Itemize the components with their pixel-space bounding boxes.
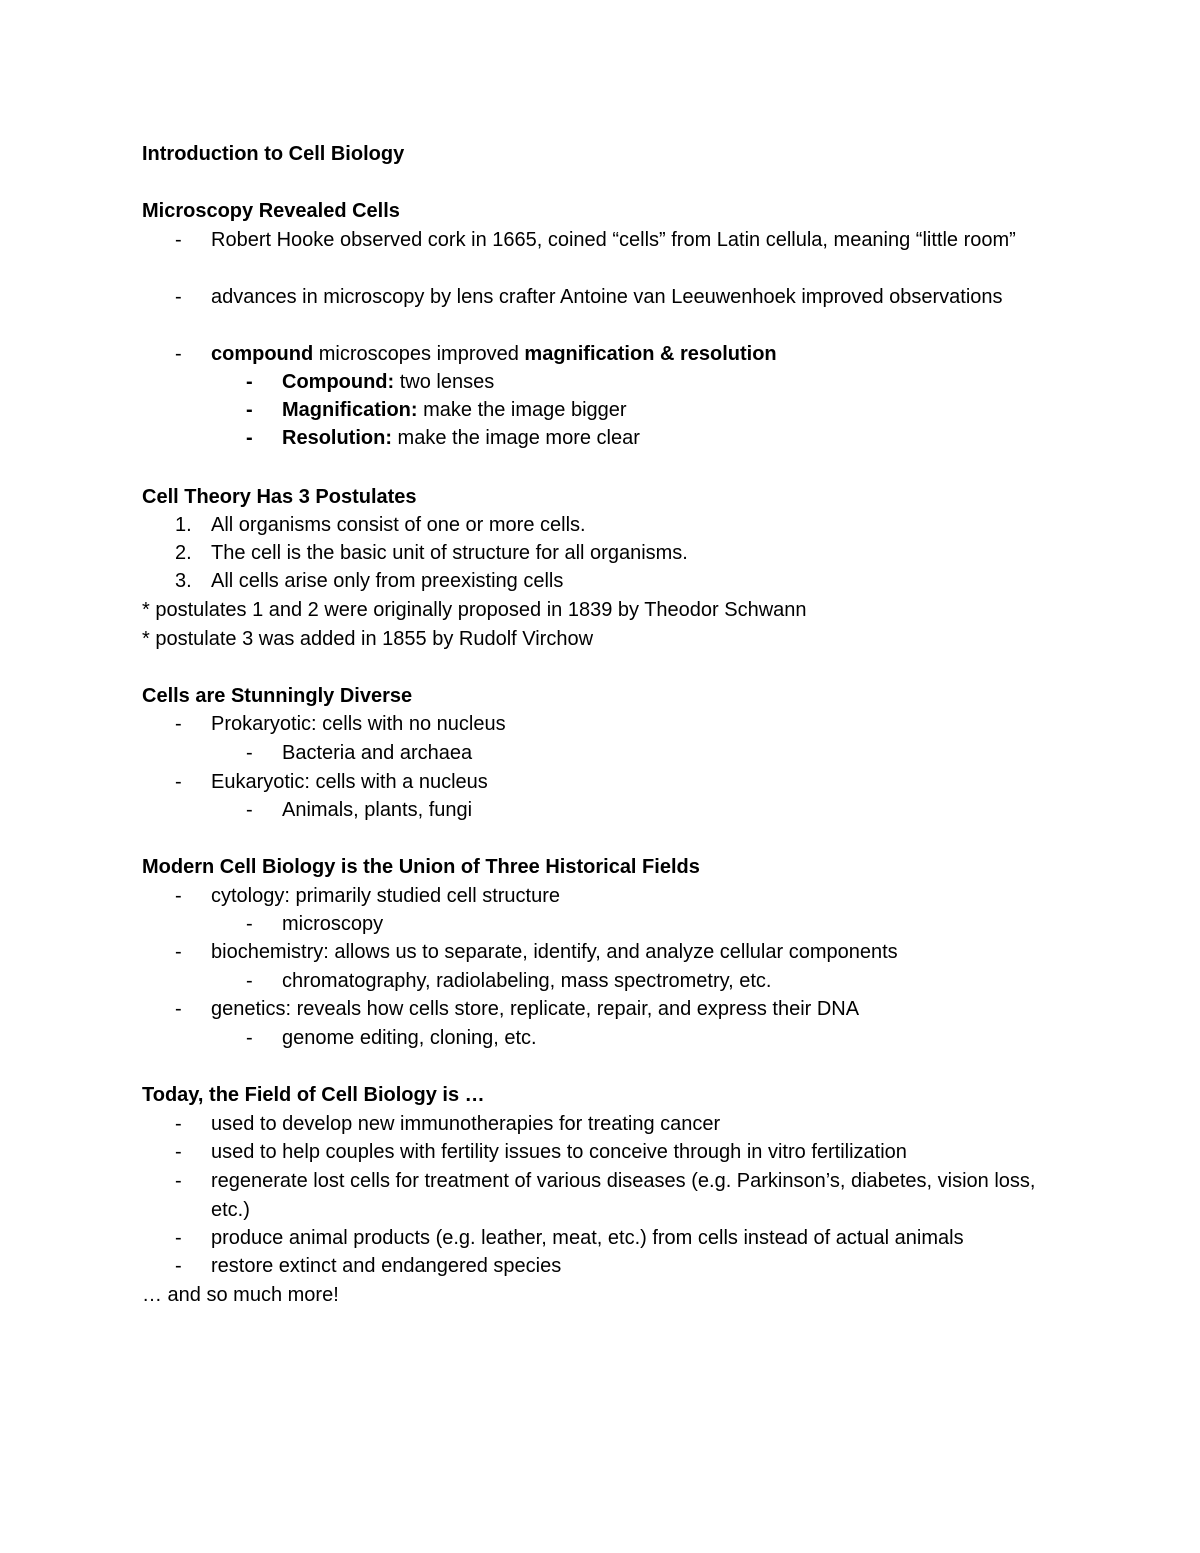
numbered-item: 1. All organisms consist of one or more cells. [142,511,1070,540]
section-heading-modern: Modern Cell Biology is the Union of Three Historical Fields [142,856,700,878]
definition-term: Magnification: [282,399,418,421]
list-item: - used to help couples with fertility issues to conceive through in vitro fertilization [142,1138,1070,1167]
bullet-dash: - [175,1255,182,1277]
bold-term: magnification & resolution [524,343,777,365]
list-item: - produce animal products (e.g. leather, meat, etc.) from cells instead of actual animals [142,1224,1070,1253]
list-subitem: - Animals, plants, fungi [142,796,1070,825]
bullet-dash: - [175,1113,182,1135]
document-title: Introduction to Cell Biology [142,143,405,165]
list-subitem: - Magnification: make the image bigger [142,396,1070,425]
bullet-dash: - [246,371,253,393]
list-item: - cytology: primarily studied cell structure [142,882,1070,911]
list-item: - Prokaryotic: cells with no nucleus [142,710,1070,739]
footnote: * postulates 1 and 2 were originally proposed in 1839 by Theodor Schwann [142,599,807,621]
bold-term: compound [211,343,314,365]
bullet-dash: - [175,941,182,963]
bullet-dash: - [246,399,253,421]
bullet-dash: - [246,913,253,935]
bullet-dash: - [175,1170,182,1192]
footnote: * postulate 3 was added in 1855 by Rudolf Virchow [142,628,594,650]
list-item: - advances in microscopy by lens crafter Antoine van Leeuwenhoek improved observations [142,283,1070,341]
list-item: - regenerate lost cells for treatment of various diseases (e.g. Parkinson’s, diabetes, vision loss, etc.) [142,1167,1070,1225]
section-heading-microscopy: Microscopy Revealed Cells [142,200,400,222]
bullet-dash: - [175,771,182,793]
closing-line: … and so much more! [142,1284,339,1306]
numbered-item: 3. All cells arise only from preexisting cells [142,567,1070,596]
bullet-dash: - [175,998,182,1020]
bullet-dash: - [246,1027,253,1049]
section-heading-today: Today, the Field of Cell Biology is … [142,1084,485,1106]
bullet-dash: - [246,427,253,449]
list-item: - Robert Hooke observed cork in 1665, coined “cells” from Latin cellula, meaning “little room” [142,226,1070,284]
definition-term: Compound: [282,371,395,393]
bullet-dash: - [246,742,253,764]
bullet-dash: - [175,1141,182,1163]
list-item: - Eukaryotic: cells with a nucleus [142,768,1070,797]
bullet-dash: - [175,286,182,308]
list-subitem: - chromatography, radiolabeling, mass spectrometry, etc. [142,967,1070,996]
list-number: 3. [175,570,192,592]
bullet-dash: - [246,970,253,992]
bullet-dash: - [175,229,182,251]
list-number: 1. [175,514,192,536]
numbered-item: 2. The cell is the basic unit of structure for all organisms. [142,539,1070,568]
list-item: - genetics: reveals how cells store, replicate, repair, and express their DNA [142,995,1070,1024]
definition-term: Resolution: [282,427,392,449]
list-subitem: - genome editing, cloning, etc. [142,1024,1070,1053]
bullet-dash: - [175,1227,182,1249]
list-subitem: - Bacteria and archaea [142,739,1070,768]
list-item: - biochemistry: allows us to separate, identify, and analyze cellular components [142,938,1070,967]
section-heading-diverse: Cells are Stunningly Diverse [142,685,413,707]
list-subitem: - Compound: two lenses [142,368,1070,397]
list-number: 2. [175,542,192,564]
list-item: - compound microscopes improved magnification & resolution [142,340,1070,369]
bullet-dash: - [175,343,182,365]
section-heading-theory: Cell Theory Has 3 Postulates [142,486,417,508]
list-item: - restore extinct and endangered species [142,1252,1070,1281]
bullet-dash: - [246,799,253,821]
bullet-dash: - [175,885,182,907]
list-item: - used to develop new immunotherapies for treating cancer [142,1110,1070,1139]
bullet-dash: - [175,713,182,735]
list-subitem: - Resolution: make the image more clear [142,424,1070,453]
list-subitem: - microscopy [142,910,1070,939]
